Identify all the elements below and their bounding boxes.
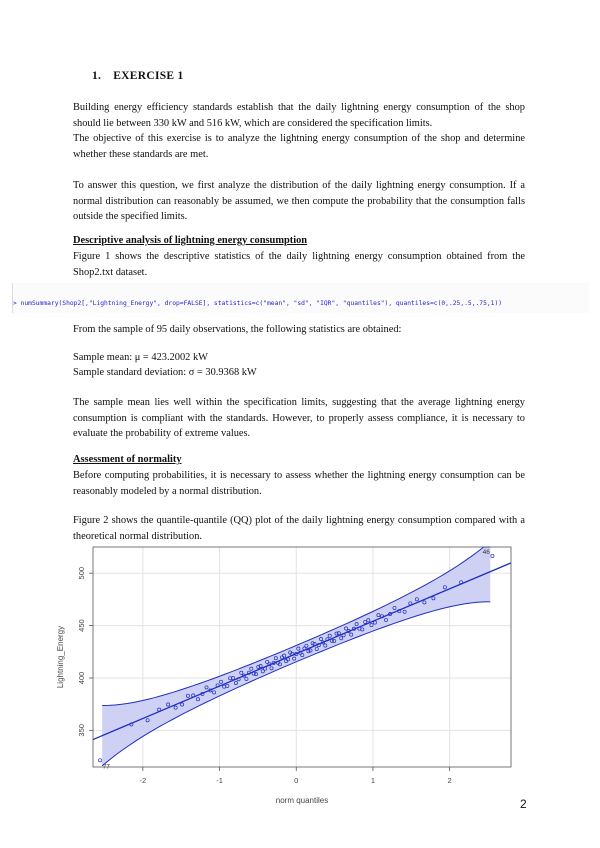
section-heading bbox=[92, 70, 184, 82]
r-console-output bbox=[12, 283, 589, 313]
page-number: 2 bbox=[520, 797, 527, 811]
y-axis-label: Lightning_Energy bbox=[56, 625, 65, 689]
paragraph-objective: The objective of this exercise is to analyze the lightning energy consumption of the shop and determine whether these standards are met. bbox=[73, 133, 525, 160]
qq-plot bbox=[45, 545, 515, 810]
x-axis-label: norm quantiles bbox=[275, 796, 329, 805]
paragraph-normality: Before computing probabilities, it is necessary to assess whether the lightning energy consumption can be reasonably modeled by a normal distribution. bbox=[73, 470, 525, 497]
stat-sd: Sample standard deviation: σ = 30.9368 kW bbox=[73, 367, 257, 378]
section-title: EXERCISE 1 bbox=[113, 70, 184, 82]
paragraph-intro: Building energy efficiency standards establish that the daily lightning energy consumption of the shop should lie between 330 kW and 516 kW, which are considered the specification limits. bbox=[73, 102, 525, 129]
paragraph-approach: To answer this question, we first analyze the distribution of the daily lightning energy consumption. If a normal distribution can reasonably be assumed, we then compute the probability that the consumption falls outside the specified limits. bbox=[73, 180, 525, 223]
subheading-normality: Assessment of normality bbox=[73, 454, 182, 465]
y-tick-label: 500 bbox=[77, 566, 86, 580]
y-tick-label: 400 bbox=[77, 671, 86, 685]
y-tick-label: 350 bbox=[77, 724, 86, 737]
x-tick-label: 1 bbox=[370, 776, 376, 785]
paragraph-sample: From the sample of 95 daily observations, the following statistics are obtained: bbox=[73, 324, 402, 335]
y-tick-label: 450 bbox=[77, 619, 86, 632]
point-annotation-label: 46 bbox=[482, 548, 490, 556]
subheading-descriptive: Descriptive analysis of lightning energy consumption bbox=[73, 235, 308, 246]
paragraph-figure1: Figure 1 shows the descriptive statistics of the daily lightning energy consumption obtained from the Shop2.txt dataset. bbox=[73, 251, 525, 278]
x-tick-label: -1 bbox=[216, 776, 223, 785]
section-number: 1. bbox=[92, 70, 102, 82]
stat-mean: Sample mean: μ = 423.2002 kW bbox=[73, 352, 208, 363]
x-tick-label: 0 bbox=[294, 776, 299, 785]
paragraph-interpretation: The sample mean lies well within the specification limits, suggesting that the average lightning energy consumption is compliant with the standards. However, to properly assess compliance, it is necessary to evaluate the probability of extreme values. bbox=[73, 397, 525, 440]
point-annotation-label: 77 bbox=[102, 763, 110, 771]
x-tick-label: 2 bbox=[447, 776, 452, 785]
x-tick-label: -2 bbox=[139, 776, 147, 785]
paragraph-figure2: Figure 2 shows the quantile-quantile (QQ) plot of the daily lightning energy consumption compared with a theoretical normal distribution. bbox=[73, 515, 525, 542]
r-command: > numSummary(Shop2[,"Lightning_Energy", drop=FALSE], statistics=c("mean", "sd", "IQR", "quantiles"), quantiles=c(0,.25,.5,.75,1)) bbox=[13, 299, 503, 307]
